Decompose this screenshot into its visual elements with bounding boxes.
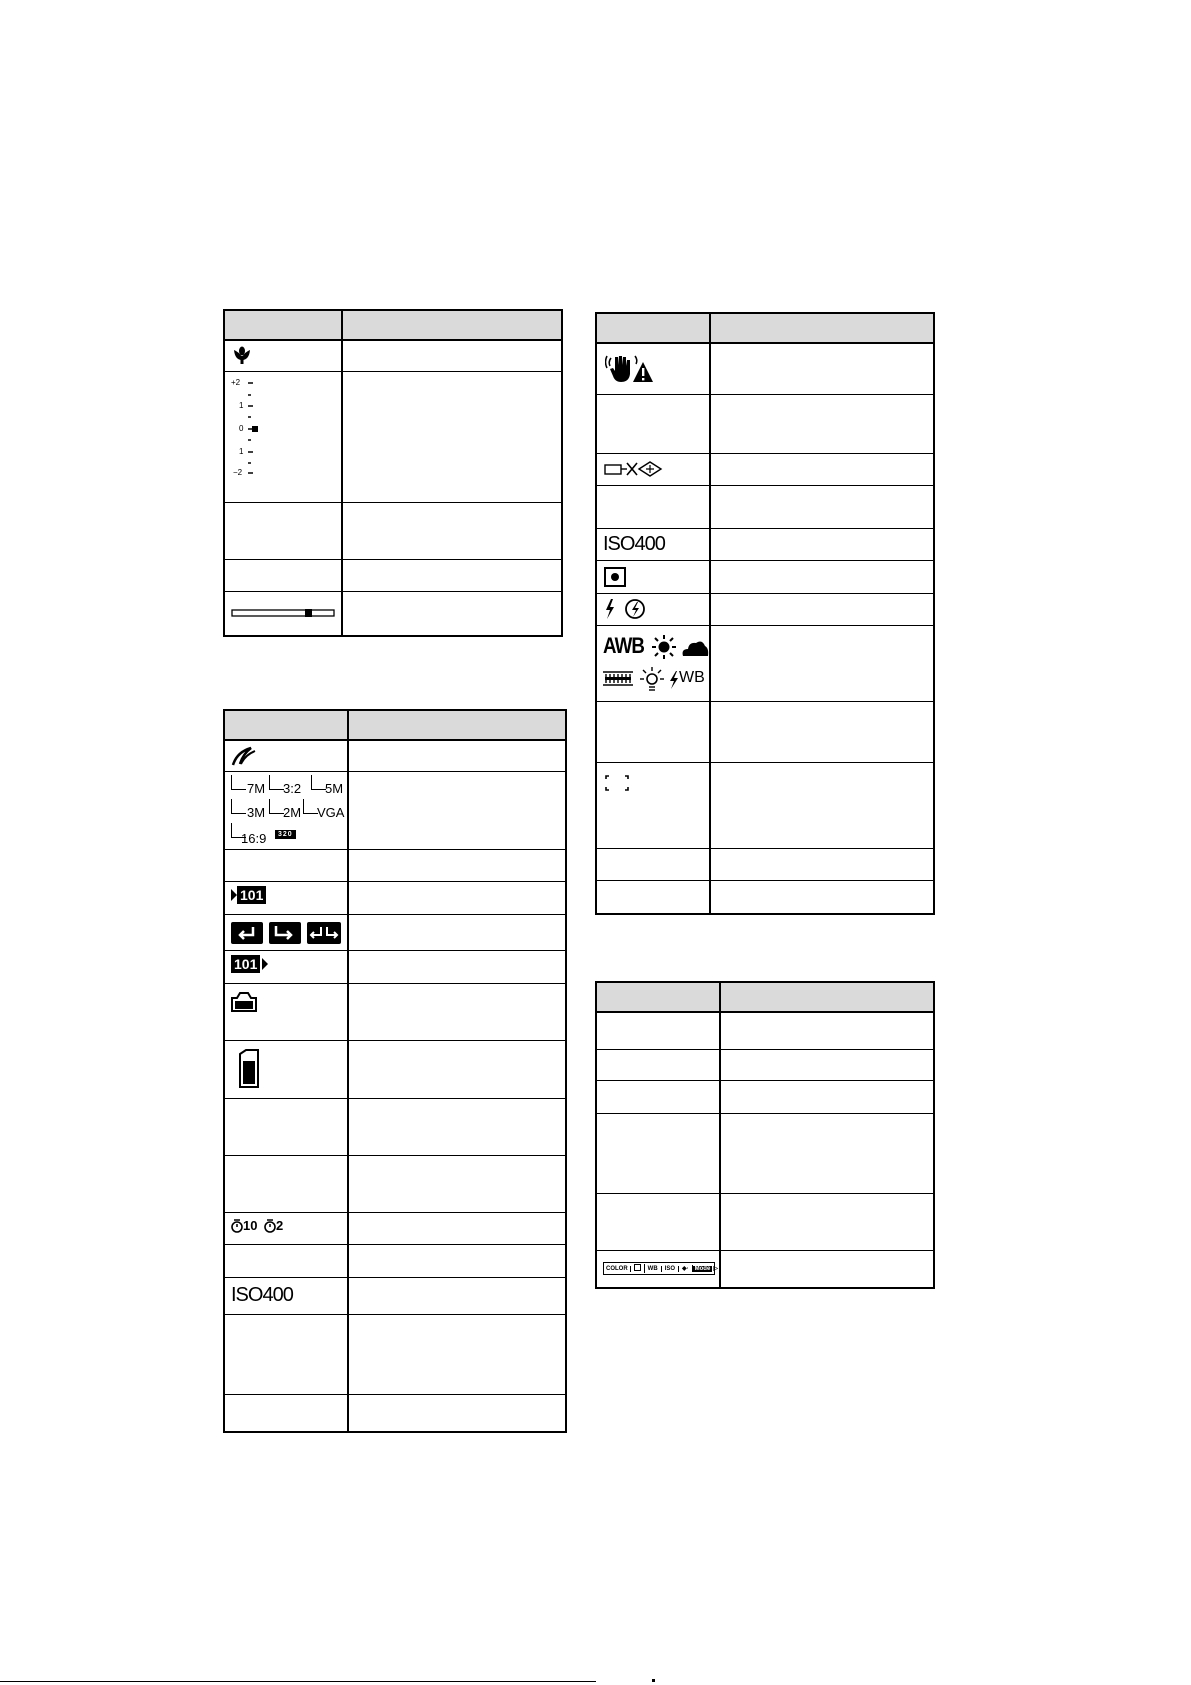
zoom-cell	[224, 591, 342, 636]
pictbridge-cell	[596, 453, 710, 485]
white-balance-cell	[596, 625, 710, 701]
flash-desc	[710, 593, 934, 625]
memory-card-icon	[237, 1049, 263, 1089]
menu-bar-icon	[603, 1262, 718, 1275]
footer-tick	[652, 1679, 655, 1682]
playback-folder-number: 101	[237, 886, 266, 904]
header-display-d	[596, 982, 720, 1012]
flash-wb-label: WB	[679, 669, 705, 686]
exposure-label-minus2: −2	[233, 467, 243, 477]
menu-bar-cell	[596, 1250, 720, 1288]
size-7m-label: 7M	[247, 781, 266, 796]
af-frame-desc	[710, 762, 934, 848]
menu-mode-label: Mode	[694, 1265, 711, 1272]
pictbridge-desc	[710, 453, 934, 485]
playback-folder-icon	[231, 886, 271, 904]
menu-bar-desc	[720, 1250, 934, 1288]
footer-rule	[0, 1681, 596, 1682]
recording-folder-icon	[231, 955, 271, 973]
blank-cell-a1	[224, 502, 342, 559]
blank-cell-c1	[596, 394, 710, 453]
blank-desc-a1	[342, 502, 562, 559]
indicator-table-b	[223, 709, 567, 1433]
menu-arrow-icon: ▷	[713, 1266, 718, 1273]
blank-cell-b1	[224, 849, 348, 881]
indicator-table-c	[595, 312, 935, 915]
exposure-label-plus2: +2	[231, 377, 241, 387]
pictbridge-connecting-icon	[603, 460, 667, 478]
blank-desc-c5	[710, 880, 934, 914]
blank-desc-d3	[720, 1080, 934, 1113]
blank-desc-d4	[720, 1113, 934, 1193]
internal-memory-desc	[348, 983, 566, 1040]
size-3-2-label: 3:2	[283, 781, 302, 796]
af-frame-cell	[596, 762, 710, 848]
self-timer-desc	[348, 1212, 566, 1244]
fluorescent-icon	[603, 669, 633, 689]
blank-desc-c4	[710, 848, 934, 880]
blank-cell-d1	[596, 1012, 720, 1049]
quality-feather-icon	[231, 746, 257, 766]
blank-cell-d2	[596, 1049, 720, 1080]
camera-shake-warning-icon	[605, 354, 655, 384]
blank-cell-d3	[596, 1080, 720, 1113]
indicator-table-d	[595, 981, 935, 1289]
menu-iso-label: ISO	[662, 1266, 679, 1272]
metering-cell	[596, 560, 710, 593]
indicator-table-a	[223, 309, 563, 637]
size-16-9-label: 16:9	[241, 831, 267, 846]
folder-nav-cell	[224, 914, 348, 950]
header-display-a	[224, 310, 342, 340]
self-timer-2-label: 2	[276, 1217, 284, 1233]
blank-desc-c2	[710, 485, 934, 528]
blank-cell-b5	[224, 1314, 348, 1394]
af-range-finder-frame-icon	[605, 775, 629, 791]
incandescent-icon	[639, 667, 665, 691]
iso-cell-c	[596, 528, 710, 560]
blank-cell-c4	[596, 848, 710, 880]
menu-sharpness-icon: ◆·	[679, 1265, 693, 1272]
header-display-b	[224, 710, 348, 740]
iso-label-b: ISO400	[231, 1284, 293, 1306]
internal-memory-icon	[231, 992, 257, 1012]
exposure-ticks	[248, 380, 260, 476]
exposure-label-plus1: 1	[239, 400, 244, 410]
blank-desc-b5	[348, 1314, 566, 1394]
blank-cell-a2	[224, 559, 342, 591]
blank-desc-c3	[710, 701, 934, 762]
exposure-label-zero: 0	[239, 423, 244, 433]
zoom-bar-icon	[231, 608, 335, 618]
size-2m-label: 2M	[283, 805, 302, 820]
folder-desc	[348, 881, 566, 914]
exposure-cell	[224, 371, 342, 502]
recording-folder-number: 101	[231, 955, 260, 973]
blank-cell-b3	[224, 1155, 348, 1212]
size-vga-label: VGA	[317, 805, 345, 820]
size-3m-label: 3M	[247, 805, 266, 820]
shake-warning-cell	[596, 343, 710, 394]
blank-cell-c5	[596, 880, 710, 914]
blank-desc-b4	[348, 1244, 566, 1277]
blank-cell-c2	[596, 485, 710, 528]
memory-card-desc	[348, 1040, 566, 1098]
internal-memory-cell	[224, 983, 348, 1040]
header-indication-b	[348, 710, 566, 740]
awb-label: AWB	[603, 633, 645, 658]
header-indication-d	[720, 982, 934, 1012]
blank-desc-b3	[348, 1155, 566, 1212]
menu-wb-label: WB	[645, 1266, 662, 1272]
flash-wb-icon	[669, 671, 679, 689]
rec-folder-cell	[224, 950, 348, 983]
macro-cell	[224, 340, 342, 371]
spot-metering-icon	[603, 566, 627, 588]
iso-cell-b	[224, 1277, 348, 1314]
blank-cell-d5	[596, 1193, 720, 1250]
size-320-badge: 320	[275, 830, 296, 839]
blank-desc-a2	[342, 559, 562, 591]
folder-nav-desc	[348, 914, 566, 950]
self-timer-10-label: 10	[243, 1217, 258, 1233]
blank-desc-c1	[710, 394, 934, 453]
menu-color-label: COLOR	[604, 1266, 631, 1272]
flash-cell	[596, 593, 710, 625]
image-size-desc	[348, 771, 566, 849]
white-balance-desc	[710, 625, 934, 701]
menu-metering-box	[631, 1264, 645, 1273]
image-size-cell	[224, 771, 348, 849]
exposure-desc	[342, 371, 562, 502]
blank-cell-b2	[224, 1098, 348, 1155]
white-balance-icons	[603, 631, 709, 695]
blank-desc-b1	[348, 849, 566, 881]
iso-desc-b	[348, 1277, 566, 1314]
image-size-icons	[231, 775, 347, 847]
iso-desc-c	[710, 528, 934, 560]
blank-cell-d4	[596, 1113, 720, 1193]
quality-cell	[224, 740, 348, 771]
self-timer-cell	[224, 1212, 348, 1244]
header-indication-a	[342, 310, 562, 340]
size-5m-label: 5M	[325, 781, 344, 796]
daylight-icon	[651, 635, 677, 659]
iso-label-c: ISO400	[603, 532, 665, 555]
folder-cell	[224, 881, 348, 914]
blank-desc-d2	[720, 1049, 934, 1080]
cloudy-icon	[681, 637, 709, 657]
flash-mode-icons	[603, 598, 647, 620]
blank-desc-d1	[720, 1012, 934, 1049]
blank-desc-d5	[720, 1193, 934, 1250]
zoom-desc	[342, 591, 562, 636]
quality-desc	[348, 740, 566, 771]
blank-desc-b6	[348, 1394, 566, 1432]
blank-cell-c3	[596, 701, 710, 762]
shake-warning-desc	[710, 343, 934, 394]
memory-card-cell	[224, 1040, 348, 1098]
exposure-scale-icon	[231, 378, 271, 478]
header-indication-c	[710, 313, 934, 343]
header-display-c	[596, 313, 710, 343]
macro-flower-icon	[231, 346, 253, 366]
self-timer-icons	[231, 1217, 291, 1235]
metering-desc	[710, 560, 934, 593]
macro-desc	[342, 340, 562, 371]
blank-cell-b4	[224, 1244, 348, 1277]
exposure-label-minus1: 1	[239, 446, 244, 456]
blank-desc-b2	[348, 1098, 566, 1155]
rec-folder-desc	[348, 950, 566, 983]
blank-cell-b6	[224, 1394, 348, 1432]
folder-nav-icons	[231, 920, 341, 944]
